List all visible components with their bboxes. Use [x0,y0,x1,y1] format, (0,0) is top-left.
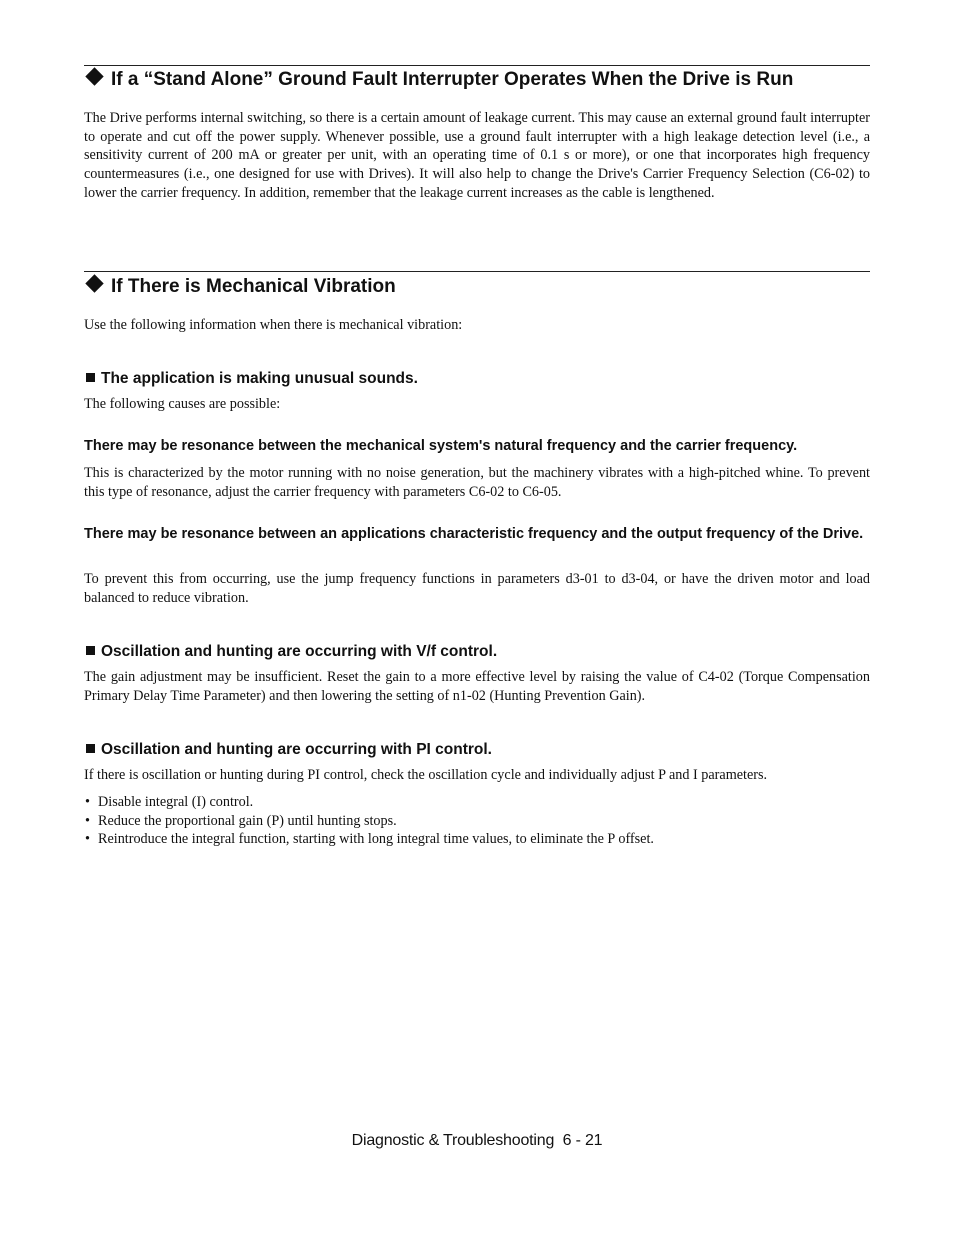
cause-heading: There may be resonance between the mechanical system's natural frequency and the carrier frequency. [84,438,798,454]
subsection-heading-text: Oscillation and hunting are occurring with V/f control. [101,643,498,660]
section-divider [84,271,870,272]
paragraph: Use the following information when there is mechanical vibration: [84,317,463,333]
section-heading [84,68,870,92]
section-heading [84,275,870,299]
section-divider [84,65,870,66]
list-item [84,812,870,831]
page-footer: Diagnostic & Troubleshooting 6 - 21 [351,1132,603,1149]
bullet-dot-icon: • [85,831,90,848]
cause-heading: There may be resonance between an applications characteristic frequency and the output frequency of the Drive. [84,526,864,542]
paragraph: The Drive performs internal switching, so there is a certain amount of leakage current. This may cause an external ground fault interrupter to operate and cut off the power supply. Whenever possible, use a ground fault interrupter with a high leakage detection level (i.e., a sensitivity current of 200 mA or greater per unit, with an operating time of 0.1 s or more), or one that incorporates high frequency countermeasures (i.e., one designed for use with Drives). It will also help to change the Drive's Carrier Frequency Selection (C6-02) to lower the carrier frequency. In addition, remember that the leakage current increases as the cable is lengthened. [84,110,870,201]
paragraph: The gain adjustment may be insufficient. Reset the gain to a more effective level by raising the value of C4-02 (Torque Compensation Primary Delay Time Parameter) and then lowering the setting of n1-02 (Hunting Prevention Gain). [84,669,870,704]
list-item [84,830,870,849]
square-bullet-icon [86,646,95,655]
subsection-heading [84,642,870,662]
paragraph: To prevent this from occurring, use the jump frequency functions in parameters d3-01 to d3-04, or have the driven motor and load balanced to reduce vibration. [84,571,870,606]
paragraph: The following causes are possible: [84,396,281,412]
list-item-text: Disable integral (I) control. [98,794,254,810]
paragraph: This is characterized by the motor running with no noise generation, but the machinery vibrates with a high-pitched whine. To prevent this type of resonance, adjust the carrier frequency with parameters C6-02 to C6-05. [84,465,870,500]
diamond-bullet-icon [85,274,103,292]
list-item-text: Reduce the proportional gain (P) until hunting stops. [98,812,397,829]
diamond-bullet-icon [85,67,103,85]
paragraph: If there is oscillation or hunting during PI control, check the oscillation cycle and individually adjust P and I parameters. [84,767,768,783]
bullet-dot-icon: • [85,812,90,829]
subsection-heading-text: The application is making unusual sounds. [101,370,418,387]
list-item [84,793,870,812]
subsection-heading-text: Oscillation and hunting are occurring with PI control. [101,741,492,758]
subsection-heading [84,740,870,760]
subsection-heading [84,369,870,389]
square-bullet-icon [86,373,95,382]
square-bullet-icon [86,744,95,753]
bullet-dot-icon: • [85,794,90,810]
section-heading-text: If There is Mechanical Vibration [111,276,396,297]
bullet-list [84,793,870,849]
list-item-text: Reintroduce the integral function, starting with long integral time values, to eliminate the P offset. [98,831,654,848]
section-heading-text: If a “Stand Alone” Ground Fault Interrupter Operates When the Drive is Run [111,69,794,90]
